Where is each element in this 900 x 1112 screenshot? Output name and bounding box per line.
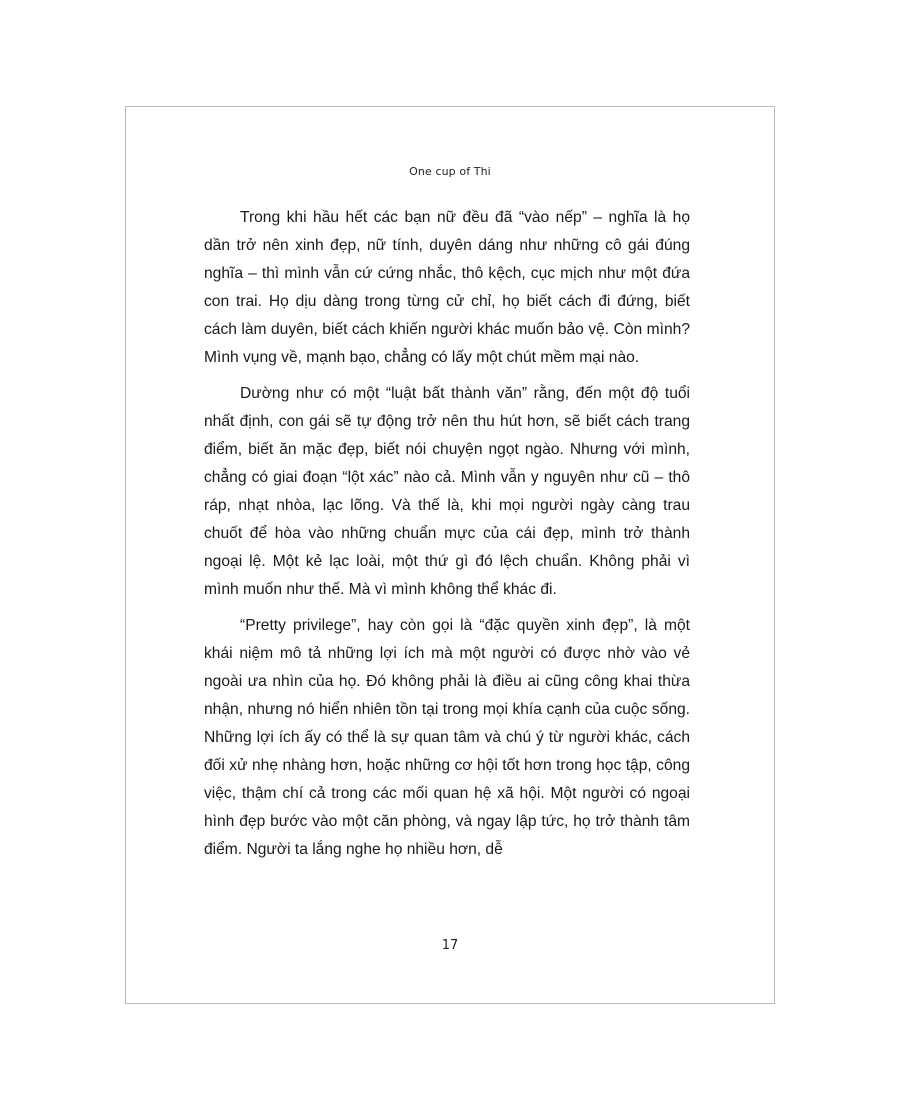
paragraph: Dường như có một “luật bất thành văn” rằng, đến một độ tuổi nhất định, con gái sẽ tự động trở nên thu hút hơn, sẽ biết cách trang điểm, biết ăn mặc đẹp, biết nói chuyện ngọt ngào. Nhưng với mình, chẳng có giai đoạn “lột xác” nào cả. Mình vẫn y nguyên như cũ – thô ráp, nhạt nhòa, lạc lõng. Và thế là, khi mọi người ngày càng trau chuốt để hòa vào những chuẩn mực của cái đẹp, mình trở thành ngoại lệ. Một kẻ lạc loài, một thứ gì đó lệch chuẩn. Không phải vì mình muốn như thế. Mà vì mình không thể khác đi. (204, 385, 690, 598)
page-number: 17 (441, 938, 459, 953)
body-text (204, 204, 690, 872)
paragraph: “Pretty privilege”, hay còn gọi là “đặc quyền xinh đẹp”, là một khái niệm mô tả những lợi ích mà một người có được nhờ vào vẻ ngoài ưa nhìn của họ. Đó không phải là điều ai cũng công khai thừa nhận, nhưng nó hiển nhiên tồn tại trong mọi khía cạnh của cuộc sống. Những lợi ích ấy có thể là sự quan tâm và chú ý từ người khác, cách đối xử nhẹ nhàng hơn, hoặc những cơ hội tốt hơn trong học tập, công việc, thậm chí cả trong các mối quan hệ xã hội. Một người có ngoại hình đẹp bước vào một căn phòng, và ngay lập tức, họ trở thành tâm điểm. Người ta lắng nghe họ nhiều hơn, dễ (204, 617, 690, 858)
running-header: One cup of Thi (409, 165, 491, 178)
book-page (125, 106, 775, 1004)
paragraph: Trong khi hầu hết các bạn nữ đều đã “vào nếp” – nghĩa là họ dần trở nên xinh đẹp, nữ tính, duyên dáng như những cô gái đúng nghĩa – thì mình vẫn cứ cứng nhắc, thô kệch, cục mịch như một đứa con trai. Họ dịu dàng trong từng cử chỉ, họ biết cách đi đứng, biết cách làm duyên, biết cách khiến người khác muốn bảo vệ. Còn mình? Mình vụng về, mạnh bạo, chẳng có lấy một chút mềm mại nào. (204, 209, 690, 366)
